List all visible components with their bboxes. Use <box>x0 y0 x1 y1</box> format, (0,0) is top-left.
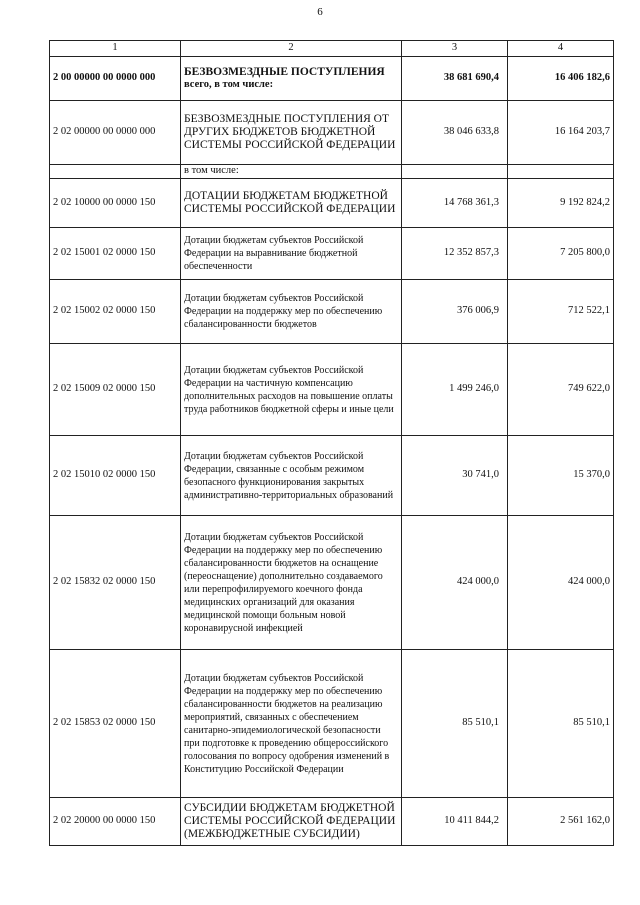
value-col3: 14 768 361,3 <box>402 179 508 228</box>
budget-code: 2 02 15002 02 0000 150 <box>50 280 181 344</box>
table-row <box>50 228 614 280</box>
item-name: СУБСИДИИ БЮДЖЕТАМ БЮДЖЕТНОЙ СИСТЕМЫ РОССИЙСКОЙ ФЕДЕРАЦИИ (МЕЖБЮДЖЕТНЫЕ СУБСИДИИ) <box>181 798 402 846</box>
table-row <box>50 436 614 516</box>
value-col3: 85 510,1 <box>402 650 508 798</box>
value-col4: 424 000,0 <box>508 516 614 650</box>
value-col4: 9 192 824,2 <box>508 179 614 228</box>
value-col3: 376 006,9 <box>402 280 508 344</box>
budget-code: 2 02 00000 00 0000 000 <box>50 101 181 165</box>
item-name: Дотации бюджетам субъектов Российской Федерации на поддержку мер по обеспечению сбалансированности бюджетов на реализацию мероприятий, связанных с обеспечением санитарно-эпидемиологической безопасности при подготовке к проведению общероссийского голосования по вопросу одобрения изменений в Конституцию Российской Федерации <box>181 650 402 798</box>
item-name: Дотации бюджетам субъектов Российской Федерации на выравнивание бюджетной обеспеченности <box>181 228 402 280</box>
value-col4: 16 406 182,6 <box>508 57 614 101</box>
value-col3 <box>402 165 508 179</box>
value-col4 <box>508 165 614 179</box>
column-header: 4 <box>508 41 614 57</box>
value-col3: 1 499 246,0 <box>402 344 508 436</box>
item-name: ДОТАЦИИ БЮДЖЕТАМ БЮДЖЕТНОЙ СИСТЕМЫ РОССИЙСКОЙ ФЕДЕРАЦИИ <box>181 179 402 228</box>
table-row <box>50 280 614 344</box>
item-name: Дотации бюджетам субъектов Российской Федерации на поддержку мер по обеспечению сбалансированности бюджетов <box>181 280 402 344</box>
budget-code: 2 02 15001 02 0000 150 <box>50 228 181 280</box>
table-row <box>50 516 614 650</box>
table-row <box>50 650 614 798</box>
table-row <box>50 344 614 436</box>
value-col4: 749 622,0 <box>508 344 614 436</box>
budget-code: 2 02 10000 00 0000 150 <box>50 179 181 228</box>
item-name-subtitle: всего, в том числе: <box>184 78 274 90</box>
item-name: в том числе: <box>181 165 402 179</box>
page-number: 6 <box>317 6 323 18</box>
column-header: 3 <box>402 41 508 57</box>
value-col4: 15 370,0 <box>508 436 614 516</box>
table-header-row <box>50 41 614 57</box>
value-col4: 7 205 800,0 <box>508 228 614 280</box>
item-name: Дотации бюджетам субъектов Российской Федерации, связанные с особым режимом безопасного функционирования закрытых административно-территориальных образований <box>181 436 402 516</box>
column-header: 2 <box>181 41 402 57</box>
value-col4: 85 510,1 <box>508 650 614 798</box>
budget-code: 2 00 00000 00 0000 000 <box>50 57 181 101</box>
value-col3: 12 352 857,3 <box>402 228 508 280</box>
value-col3: 38 046 633,8 <box>402 101 508 165</box>
budget-code: 2 02 15009 02 0000 150 <box>50 344 181 436</box>
table-row <box>50 798 614 846</box>
table-row <box>50 101 614 165</box>
budget-code: 2 02 15010 02 0000 150 <box>50 436 181 516</box>
budget-code: 2 02 15853 02 0000 150 <box>50 650 181 798</box>
value-col4: 712 522,1 <box>508 280 614 344</box>
budget-revenue-table <box>49 40 614 846</box>
value-col3: 10 411 844,2 <box>402 798 508 846</box>
table-row <box>50 179 614 228</box>
table-row <box>50 165 614 179</box>
budget-code: 2 02 15832 02 0000 150 <box>50 516 181 650</box>
item-name-title: БЕЗВОЗМЕЗДНЫЕ ПОСТУПЛЕНИЯ <box>184 65 385 78</box>
value-col4: 16 164 203,7 <box>508 101 614 165</box>
table-row <box>50 57 614 101</box>
budget-code <box>50 165 181 179</box>
column-header: 1 <box>50 41 181 57</box>
value-col3: 424 000,0 <box>402 516 508 650</box>
value-col3: 38 681 690,4 <box>402 57 508 101</box>
item-name: Дотации бюджетам субъектов Российской Федерации на частичную компенсацию дополнительных расходов на повышение оплаты труда работников бюджетной сферы и иные цели <box>181 344 402 436</box>
budget-code: 2 02 20000 00 0000 150 <box>50 798 181 846</box>
item-name: БЕЗВОЗМЕЗДНЫЕ ПОСТУПЛЕНИЯ ОТ ДРУГИХ БЮДЖЕТОВ БЮДЖЕТНОЙ СИСТЕМЫ РОССИЙСКОЙ ФЕДЕРАЦИИ <box>181 101 402 165</box>
item-name <box>181 57 402 101</box>
value-col3: 30 741,0 <box>402 436 508 516</box>
item-name: Дотации бюджетам субъектов Российской Федерации на поддержку мер по обеспечению сбалансированности бюджетов на оснащение (переоснащение) дополнительно создаваемого или перепрофилируемого коечного фонда медицинских организаций для оказания медицинской помощи больным новой коронавирусной инфекцией <box>181 516 402 650</box>
value-col4: 2 561 162,0 <box>508 798 614 846</box>
